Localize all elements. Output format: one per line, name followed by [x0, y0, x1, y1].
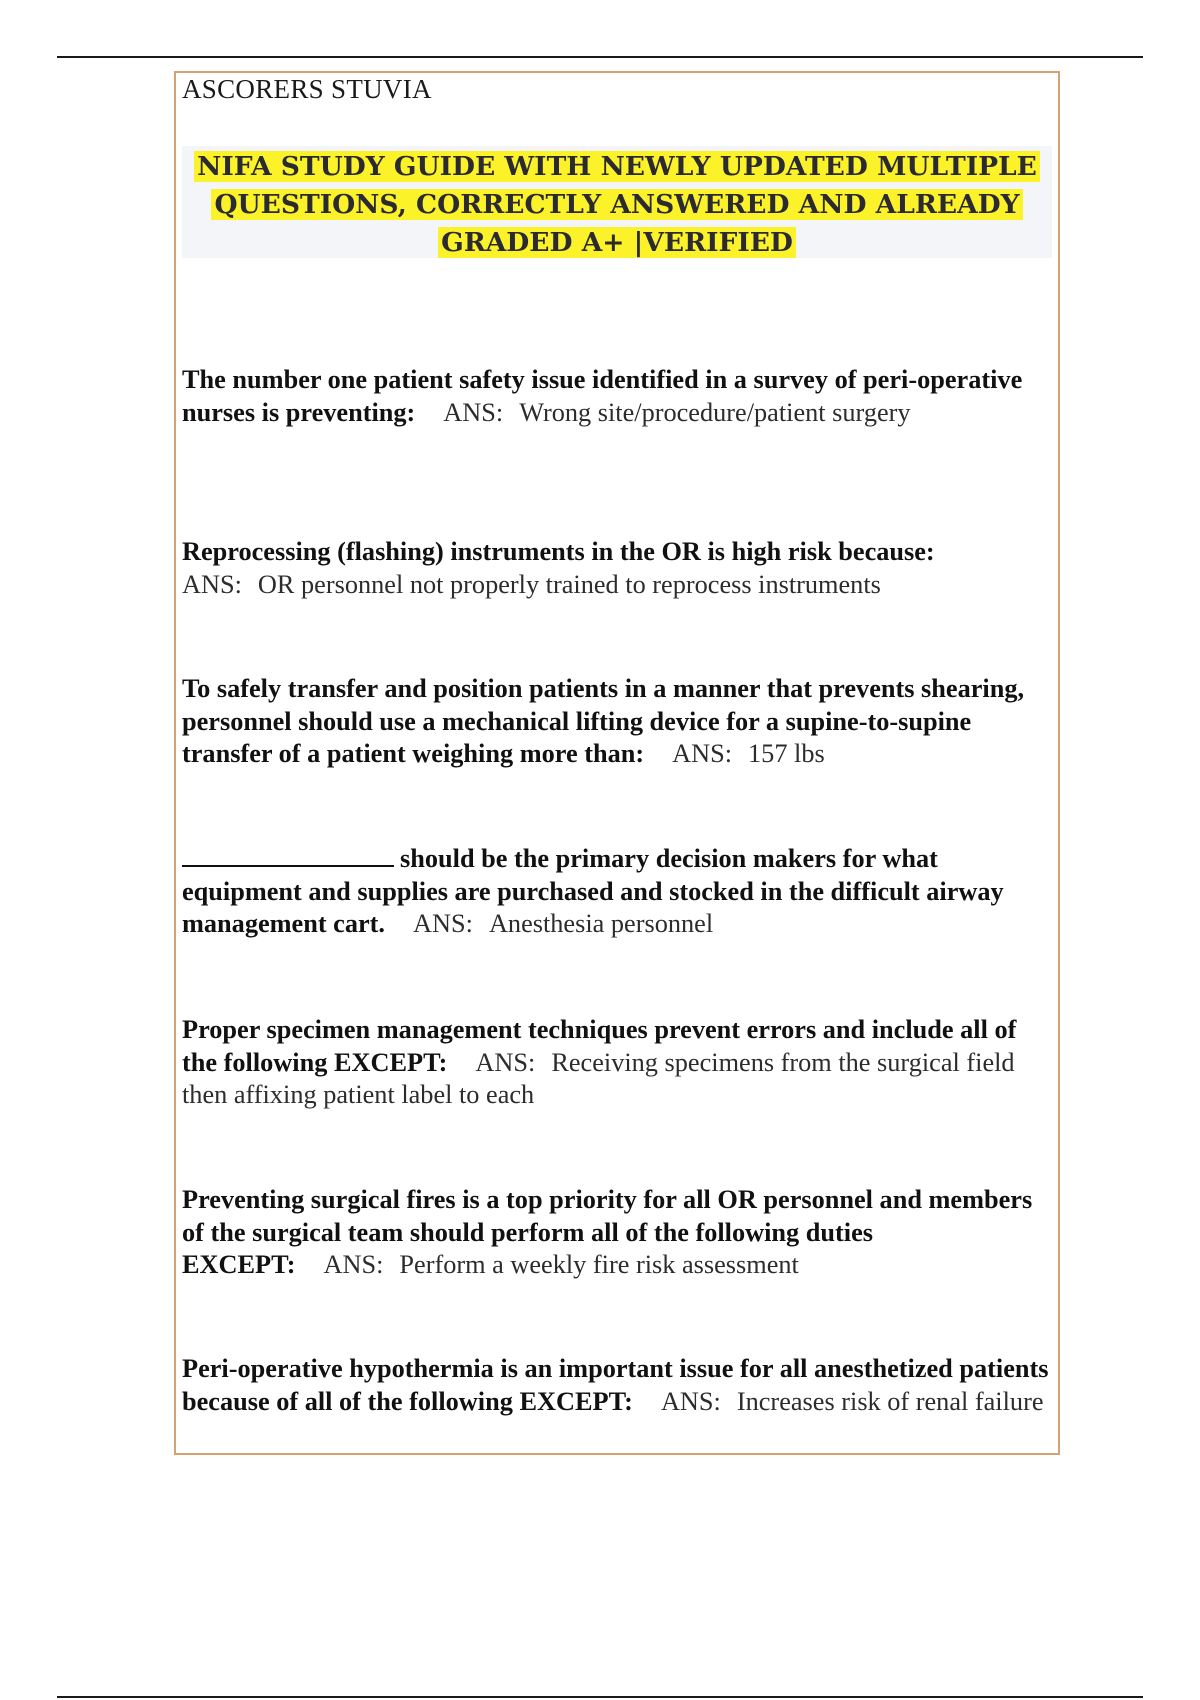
- answer-text: 157 lbs: [748, 739, 825, 768]
- question-text: should be the primary decision makers for what equipment and supplies are purchased and stocked in the difficult airway management cart.: [182, 844, 1004, 938]
- question-text: Peri-operative hypothermia is an important issue for all anesthetized patients because of all of the following EXCEPT:: [182, 1354, 1049, 1416]
- site-name: ASCORERS STUVIA: [182, 74, 432, 104]
- answer-label: ANS:: [182, 569, 242, 599]
- document-title: [182, 146, 1052, 258]
- answer-text: Receiving specimens from the surgical field then affixing patient label to each: [182, 1047, 1015, 1109]
- qa-item-2: [182, 536, 1052, 601]
- top-rule: [57, 56, 1143, 58]
- title-line-3: GRADED A+ |VERIFIED: [438, 227, 796, 258]
- bottom-rule: [57, 1696, 1143, 1698]
- answer-text: Perform a weekly fire risk assessment: [399, 1250, 799, 1279]
- title-line-2: QUESTIONS, CORRECTLY ANSWERED AND ALREADY: [211, 189, 1022, 220]
- answer-label: ANS:: [323, 1250, 384, 1279]
- answer-text: Increases risk of renal failure: [736, 1386, 1044, 1416]
- question-text: Preventing surgical fires is a top priority for all OR personnel and members of the surgical team should perform all of the following duties EXCEPT:: [182, 1185, 1033, 1279]
- qa-item-3: [182, 673, 1052, 771]
- question-text: The number one patient safety issue identified in a survey of peri-operative nurses is preventing:: [182, 365, 1023, 427]
- title-line-1: NIFA STUDY GUIDE WITH NEWLY UPDATED MULTIPLE: [194, 151, 1040, 182]
- answer-label: ANS:: [443, 397, 504, 427]
- qa-item-7: [182, 1353, 1052, 1418]
- qa-item-6: [182, 1184, 1052, 1282]
- qa-item-1: [182, 364, 1052, 429]
- answer-label: ANS:: [475, 1047, 536, 1077]
- qa-item-5: [182, 1014, 1052, 1112]
- answer-label: ANS:: [413, 909, 473, 938]
- fill-in-blank: [182, 843, 394, 867]
- question-text: To safely transfer and position patients in a manner that prevents shearing, personnel should use a mechanical lifting device for a supine-to-supine transfer of a patient weighing more than:: [182, 674, 1025, 768]
- answer-text: Anesthesia personnel: [488, 909, 714, 938]
- answer-label: ANS:: [660, 1386, 721, 1416]
- answer-text: Wrong site/procedure/patient surgery: [519, 397, 911, 427]
- qa-item-4: [182, 843, 1052, 941]
- answer-text: OR personnel not properly trained to reprocess instruments: [257, 569, 881, 599]
- question-text: Reprocessing (flashing) instruments in the OR is high risk because:: [182, 537, 935, 566]
- answer-label: ANS:: [672, 739, 733, 768]
- question-text: Proper specimen management techniques prevent errors and include all of the following EXCEPT:: [182, 1015, 1017, 1077]
